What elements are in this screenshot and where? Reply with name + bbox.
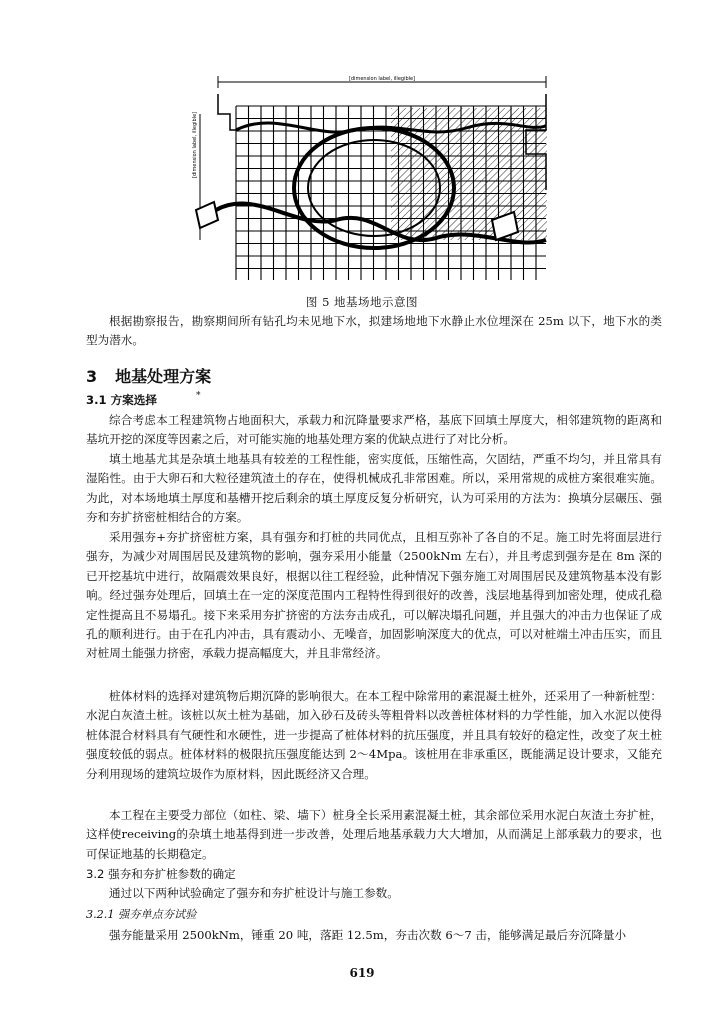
subsection-heading-3-1: 3.1 方案选择 [86, 393, 157, 407]
site-plan-figure [192, 70, 560, 292]
subsection-heading-3-2: 3.2 强夯和夯扩桩参数的确定 [86, 867, 236, 881]
section-number: 3 [86, 367, 98, 386]
paragraph-2: 填土地基尤其是杂填土地基具有较差的工程性能，密实度低，压缩性高，欠固结，严重不均匀，并且常具有湿陷性。由于大卵石和大粒径建筑渣土的存在，使得机械成孔非常困难。所以，采用常规的成桩方案很难实施。为此，对本场地填土厚度和基槽开挖后剩余的填土厚度反复分析研究，认为可采用的方法为：换填分层碾压、强夯和夯扩挤密桩相结合的方案。 [86, 452, 662, 525]
page-number: 619 [349, 966, 375, 980]
figure-caption: 图 5 地基场地示意图 [305, 295, 419, 309]
paragraph-3: 采用强夯+夯扩挤密桩方案，具有强夯和打桩的共同优点，且相互弥补了各自的不足。施工时先将面层进行强夯，为减少对周围居民及建筑物的影响，强夯采用小能量（2500kNm 左右），并且考虑到强夯是在 8m 深的已开挖基坑中进行，故隔震效果良好，根据以往工程经验，此种情况下强夯施工对周围居民及建筑物基本没有影响。经过强夯处理后，回填土在一定的深度范围内工程特性得到很好的改善，浅层地基得到加密处理，使成孔稳定性提高且不易塌孔。接下来采用夯扩挤密的方法夯击成孔，可以解决塌孔问题，并且强大的冲击力也保证了成孔的顺利进行。由于在孔内冲击，具有震动小、无噪音，加固影响深度大的优点，可以对桩端土冲击压实，而且对桩周土能强力挤密，承载力提高幅度大，并且非常经济。 [86, 530, 662, 661]
site-plan-drawing [192, 70, 560, 292]
left-dimension-label: [dimension label, illegible] [192, 111, 198, 178]
paragraph-5: 本工程在主要受力部位（如柱、梁、墙下）桩身全长采用素混凝土桩，其余部位采用水泥白灰渣土夯扩桩，这样使receiving的杂填土地基得到进一步改善，处理后地基承载力大大增加，从而满足上部承载力的要求，也可保证地基的长期稳定。 [86, 808, 662, 861]
paragraph-groundwater: 根据勘察报告，勘察期间所有钻孔均未见地下水，拟建场地地下水静止水位埋深在 25m 以下，地下水的类型为潜水。 [86, 314, 662, 348]
top-dimension-label: [dimension label, illegible] [348, 76, 416, 82]
subsubsection-heading-3-2-1: 3.2.1 强夯单点夯试验 [86, 908, 197, 921]
section-title: 地基处理方案 [115, 367, 212, 386]
paragraph-6: 通过以下两种试验确定了强夯和夯扩桩设计与施工参数。 [109, 886, 399, 900]
paragraph-4: 桩体材料的选择对建筑物后期沉降的影响很大。在本工程中除常用的素混凝土桩外，还采用了一种新桩型：水泥白灰渣土桩。该桩以灰土桩为基础，加入砂石及砖头等粗骨料以改善桩体材料的力学性能，加入水泥以使得桩体混合材料具有气硬性和水硬性，进一步提高了桩体材料的抗压强度，并且具有较好的稳定性，改变了灰土桩强度较低的弱点。桩体材料的极限抗压强度能达到 2～4Mpa。该桩用在非承重区，既能满足设计要求，又能充分利用现场的建筑垃圾作为原材料，因此既经济又合理。 [86, 689, 662, 781]
paragraph-7: 强夯能量采用 2500kNm，锤重 20 吨，落距 12.5m，夯击次数 6～7 击，能够满足最后夯沉降量小 [109, 928, 627, 942]
paragraph-1: 综合考虑本工程建筑物占地面积大，承载力和沉降量要求严格，基底下回填土厚度大，相邻建筑物的距离和基坑开挖的深度等因素之后，对可能实施的地基处理方案的优缺点进行了对比分析。 [86, 413, 662, 447]
section-heading-3 [86, 364, 211, 387]
subsection-mark: * [196, 391, 201, 401]
small-structure-left [196, 202, 218, 228]
